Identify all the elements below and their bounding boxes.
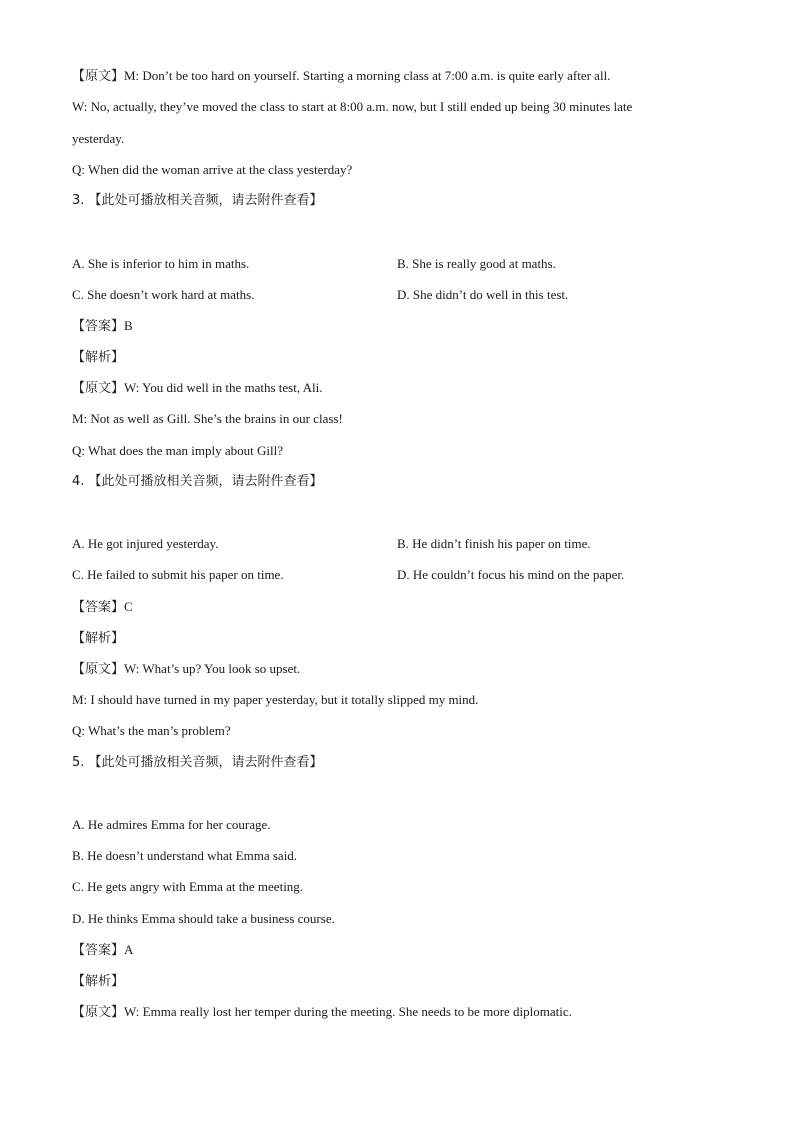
option-a: A. He admires Emma for her courage. xyxy=(72,817,271,832)
transcript-line: W: No, actually, they’ve moved the class to start at 8:00 a.m. now, but I still ended up being 30 minutes late xyxy=(72,99,633,114)
answer-label: 【答案】A xyxy=(72,942,134,957)
transcript-line: yesterday. xyxy=(72,131,125,146)
option-b: B. He didn’t finish his paper on time. xyxy=(397,536,591,551)
transcript-line: 【原文】M: Don’t be too hard on yourself. Starting a morning class at 7:00 a.m. is quite early after all. xyxy=(72,68,611,83)
transcript-line: 【原文】W: What’s up? You look so upset. xyxy=(72,661,301,676)
option-a: A. He got injured yesterday. xyxy=(72,536,219,551)
transcript-line: M: I should have turned in my paper yesterday, but it totally slipped my mind. xyxy=(72,692,479,707)
question-5-audio-prompt[interactable]: 5. 【此处可播放相关音频，请去附件查看】 xyxy=(72,755,323,770)
transcript-line: 【原文】W: Emma really lost her temper during the meeting. She needs to be more diplomatic. xyxy=(72,1004,572,1019)
question-3-audio-prompt[interactable]: 3. 【此处可播放相关音频，请去附件查看】 xyxy=(72,193,323,208)
option-c: C. He gets angry with Emma at the meeting. xyxy=(72,879,304,894)
option-b: B. She is really good at maths. xyxy=(397,256,556,271)
option-a: A. She is inferior to him in maths. xyxy=(72,256,250,271)
option-b: B. He doesn’t understand what Emma said. xyxy=(72,848,298,863)
question-line: Q: When did the woman arrive at the class yesterday? xyxy=(72,162,353,177)
analysis-label: 【解析】 xyxy=(72,973,125,988)
transcript-line: 【原文】W: You did well in the maths test, Ali. xyxy=(72,380,323,395)
answer-label: 【答案】B xyxy=(72,318,133,333)
option-d: D. He thinks Emma should take a business course. xyxy=(72,911,335,926)
option-c: C. He failed to submit his paper on time. xyxy=(72,567,284,582)
option-d: D. She didn’t do well in this test. xyxy=(397,287,569,302)
answer-label: 【答案】C xyxy=(72,599,133,614)
transcript-line: M: Not as well as Gill. She’s the brains in our class! xyxy=(72,411,343,426)
question-4-audio-prompt[interactable]: 4. 【此处可播放相关音频，请去附件查看】 xyxy=(72,474,323,489)
question-line: Q: What does the man imply about Gill? xyxy=(72,443,283,458)
analysis-label: 【解析】 xyxy=(72,630,125,645)
question-line: Q: What’s the man’s problem? xyxy=(72,723,231,738)
option-d: D. He couldn’t focus his mind on the paper. xyxy=(397,567,625,582)
option-c: C. She doesn’t work hard at maths. xyxy=(72,287,255,302)
analysis-label: 【解析】 xyxy=(72,349,125,364)
